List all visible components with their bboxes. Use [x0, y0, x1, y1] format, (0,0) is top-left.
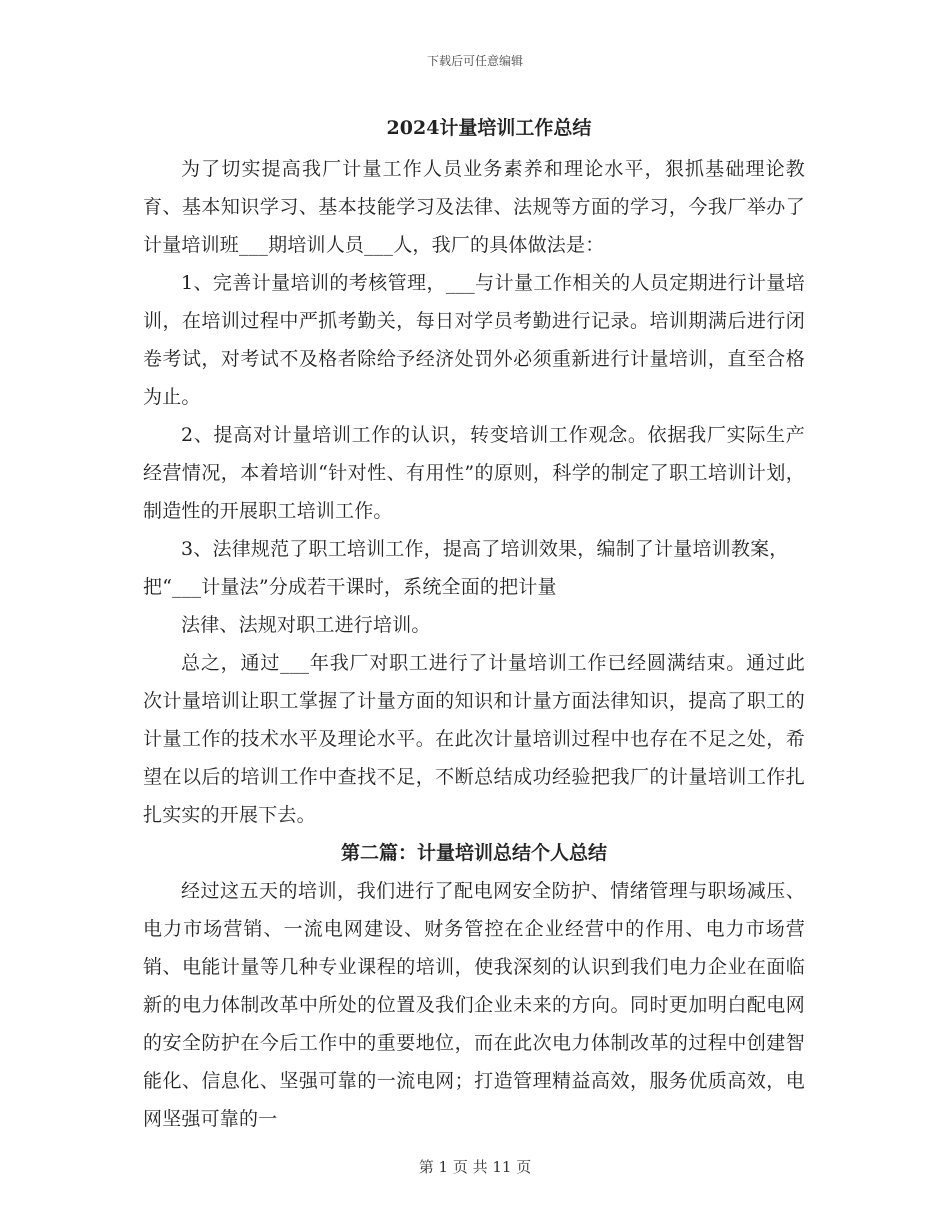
paragraph-item-3-continued: 法律、法规对职工进行培训。: [181, 614, 431, 636]
paragraph-item-2: 2、提高对计量培训工作的认识，转变培训工作观念。依据我厂实际生产经营情况，本着培训“针对性、有用性”的原则，科学的制定了职工培训计划，制造性的开展职工培训工作。: [143, 424, 805, 522]
section-2-paragraph: 经过这五天的培训，我们进行了配电网安全防护、情绪管理与职场减压、电力市场营销、一流电网建设、财务管控在企业经营中的作用、电力市场营销、电能计量等几种专业课程的培训，使我深刻的认识到我们电力企业在面临新的电力体制改革中所处的位置及我们企业未来的方向。同时更加明白配电网的安全防护在今后工作中的重要地位，而在此次电力体制改革的过程中创建智能化、信息化、坚强可靠的一流电网；打造管理精益高效，服务优质高效，电网坚强可靠的一: [143, 880, 805, 1130]
section-2-title: 第二篇：计量培训总结个人总结: [340, 842, 607, 864]
paragraph-item-1: 1、完善计量培训的考核管理，___与计量工作相关的人员定期进行计量培训，在培训过程中严抓考勤关，每日对学员考勤进行记录。培训期满后进行闭卷考试，对考试不及格者除给予经济处罚外必须重新进行计量培训，直至合格为止。: [143, 272, 805, 408]
document-title: 2024计量培训工作总结: [386, 117, 592, 139]
page-number-footer: 第 1 页 共 11 页: [418, 1158, 532, 1176]
paragraph-summary: 总之，通过___年我厂对职工进行了计量培训工作已经圆满结束。通过此次计量培训让职工掌握了计量方面的知识和计量方面法律知识，提高了职工的计量工作的技术水平及理论水平。在此次计量培训过程中也存在不足之处，希望在以后的培训工作中查找不足，不断总结成功经验把我厂的计量培训工作扎扎实实的开展下去。: [143, 652, 805, 826]
paragraph-intro: 为了切实提高我厂计量工作人员业务素养和理论水平，狠抓基础理论教育、基本知识学习、基本技能学习及法律、法规等方面的学习，今我厂举办了计量培训班___期培训人员___人，我厂的具体做法是：: [143, 158, 805, 256]
paragraph-item-3: 3、法律规范了职工培训工作，提高了培训效果，编制了计量培训教案，把“___计量法”分成若干课时，系统全面的把计量: [143, 538, 789, 598]
page-header: 下载后可任意编辑: [426, 54, 523, 68]
document-body: [143, 106, 805, 1138]
